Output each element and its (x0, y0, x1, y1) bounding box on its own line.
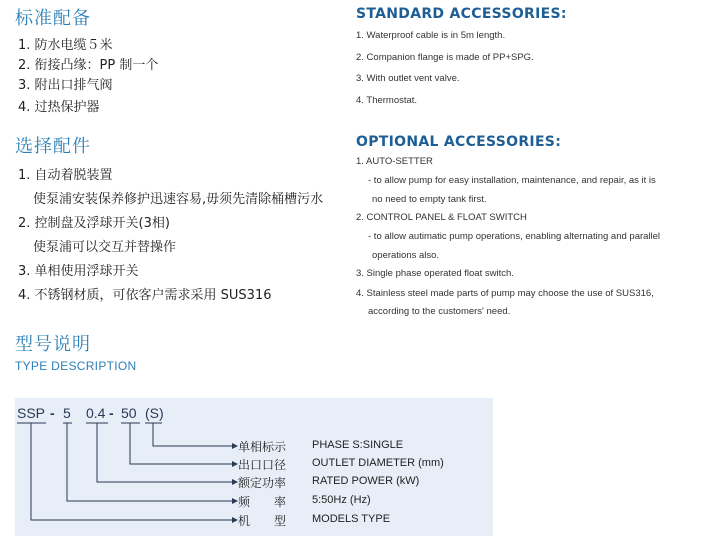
standard-en-title: STANDARD ACCESSORIES: (356, 6, 567, 22)
optional-cn-item: 4. 不锈钢材质，可依客户需求采用 SUS316 (18, 288, 272, 303)
code-frequency: 5 (63, 405, 71, 421)
label-cn-frequency: 频 率 (238, 495, 287, 509)
optional-en-item: 3. Single phase operated float switch. (356, 268, 514, 279)
standard-en-item: 3. With outlet vent valve. (356, 73, 460, 84)
optional-en-item: - to allow pump for easy installation, maintenance, and repair, as it is (368, 175, 656, 186)
optional-cn-title: 选择配件 (15, 136, 91, 157)
optional-cn-item: 使泵浦可以交互并替操作 (33, 240, 177, 255)
code-outlet: 50 (121, 405, 137, 421)
optional-en-item: 1. AUTO-SETTER (356, 156, 433, 167)
label-cn-model: 机 型 (238, 514, 287, 528)
code-power: 0.4 (86, 405, 106, 421)
label-cn-power: 额定功率 (238, 476, 287, 490)
label-en-model: MODELS TYPE (312, 513, 391, 525)
standard-cn-item: 3. 附出口排气阀 (18, 78, 113, 93)
code-dash: - (50, 405, 55, 421)
standard-cn-title: 标准配备 (15, 8, 91, 29)
code-dash: - (109, 405, 114, 421)
standard-cn-item: 1. 防水电缆５米 (18, 38, 113, 53)
type-en-title: TYPE DESCRIPTION (15, 359, 137, 373)
optional-en-item: operations also. (372, 250, 440, 261)
standard-en-item: 2. Companion flange is made of PP+SPG. (356, 52, 534, 63)
optional-en-item: 2. CONTROL PANEL & FLOAT SWITCH (356, 212, 527, 223)
label-en-outlet: OUTLET DIAMETER (mm) (312, 457, 444, 469)
optional-cn-item: 3. 单相使用浮球开关 (18, 264, 139, 279)
label-en-power: RATED POWER (kW) (312, 475, 420, 487)
code-series: SSP (17, 405, 46, 421)
label-en-frequency: 5:50Hz (Hz) (312, 494, 371, 506)
optional-en-item: no need to empty tank first. (372, 194, 487, 205)
optional-en-item: - to allow autimatic pump operations, enabling alternating and parallel (368, 231, 661, 242)
code-phase: (S) (145, 405, 164, 421)
label-en-phase: PHASE S:SINGLE (312, 439, 404, 451)
standard-cn-item: 2. 衔接凸缘：PP 制一个 (18, 58, 159, 73)
type-cn-title: 型号说明 (15, 334, 91, 355)
label-cn-outlet: 出口口径 (238, 458, 287, 472)
optional-cn-item: 1. 自动着脱装置 (18, 168, 113, 183)
optional-en-title: OPTIONAL ACCESSORIES: (356, 134, 562, 150)
optional-en-item: 4. Stainless steel made parts of pump may choose the use of SUS316, (356, 288, 654, 299)
label-cn-phase: 单相标示 (238, 440, 287, 454)
standard-cn-item: 4. 过热保护器 (18, 100, 100, 115)
standard-en-item: 1. Waterproof cable is in 5m length. (356, 30, 506, 41)
optional-cn-item: 2. 控制盘及浮球开关(3相) (18, 216, 170, 231)
standard-en-item: 4. Thermostat. (356, 95, 418, 106)
optional-cn-item: 使泵浦安装保养修护迅速容易,毋须先清除桶槽污水 (33, 192, 324, 207)
optional-en-item: according to the customers' need. (368, 306, 511, 317)
